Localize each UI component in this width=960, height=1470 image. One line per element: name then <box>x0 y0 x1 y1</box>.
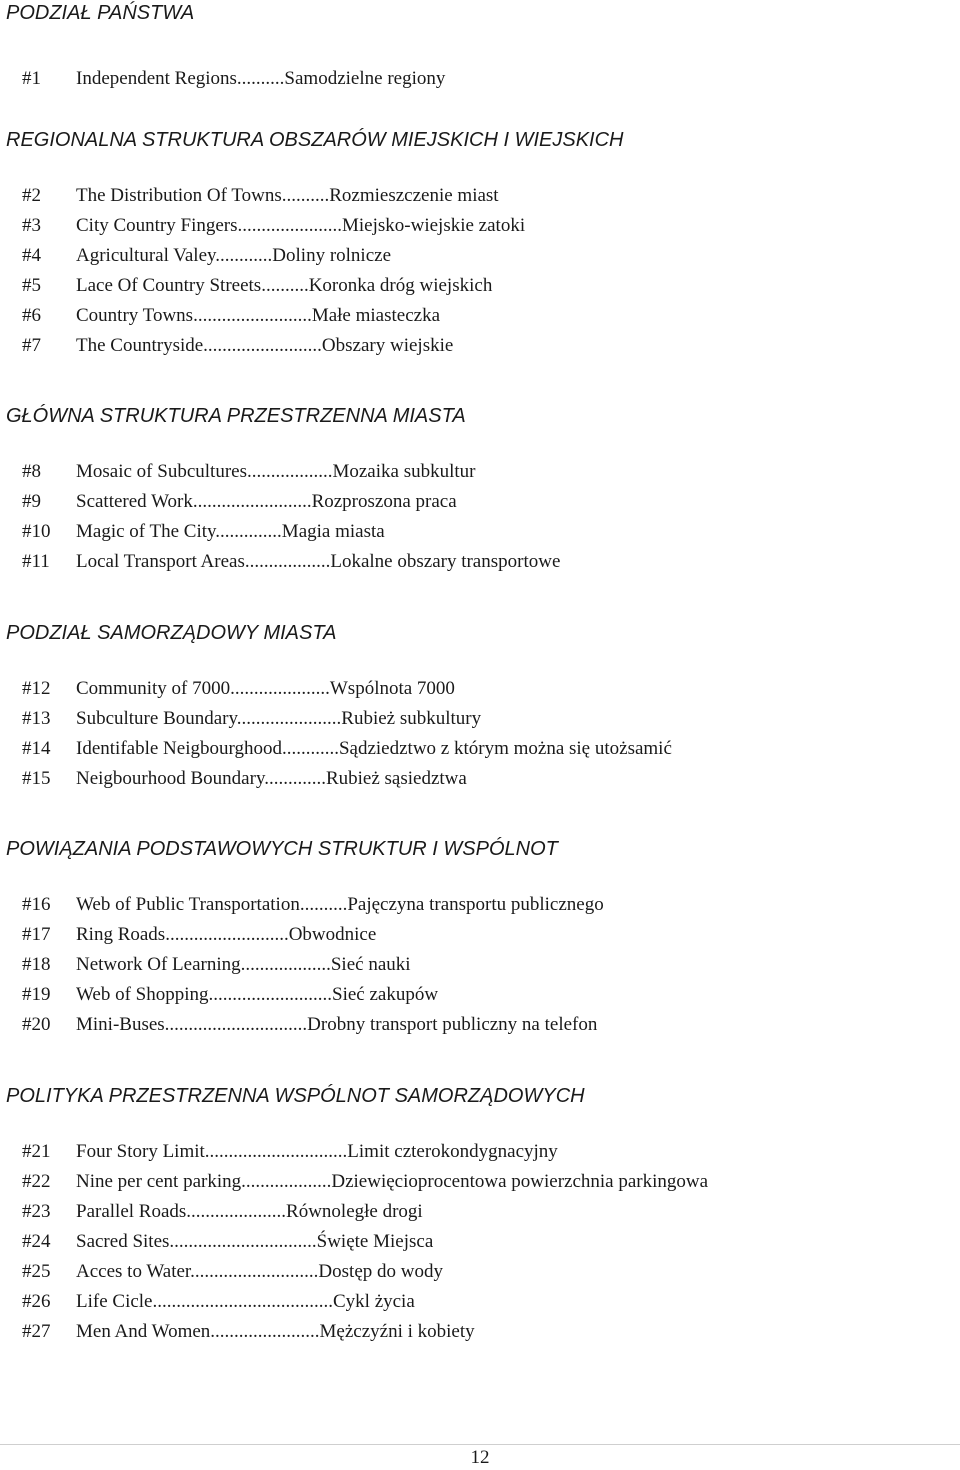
entry-number: #16 <box>22 894 51 915</box>
entry-list <box>0 64 960 94</box>
list-item <box>0 704 960 734</box>
entry-number: #17 <box>22 924 51 945</box>
entry-text: Acces to Water...........................Dostęp do wody <box>76 1261 443 1282</box>
entry-text: Identifable Neigbourghood............Sądziedztwo z którym można się utożsamić <box>76 738 672 759</box>
section-heading: POWIĄZANIA PODSTAWOWYCH STRUKTUR I WSPÓLNOT <box>6 838 558 860</box>
entry-text: Local Transport Areas..................Lokalne obszary transportowe <box>76 551 561 572</box>
entry-number: #6 <box>22 305 41 326</box>
list-item <box>0 211 960 241</box>
entry-text: Mosaic of Subcultures..................Mozaika subkultur <box>76 461 476 482</box>
entry-text: Agricultural Valey............Doliny rolnicze <box>76 245 392 266</box>
entry-text: Four Story Limit..............................Limit czterokondygnacyjny <box>76 1141 558 1162</box>
list-item <box>0 734 960 764</box>
entry-list <box>0 181 960 361</box>
list-item <box>0 1317 960 1347</box>
entry-text: Nine per cent parking...................Dziewięcioprocentowa powierzchnia parkingowa <box>76 1171 709 1192</box>
entry-number: #21 <box>22 1141 51 1162</box>
entry-text: Web of Public Transportation..........Pajęczyna transportu publicznego <box>76 894 604 915</box>
entry-number: #12 <box>22 678 51 699</box>
entry-text: Lace Of Country Streets..........Koronka dróg wiejskich <box>76 275 493 296</box>
entry-number: #10 <box>22 521 51 542</box>
entry-text: Independent Regions..........Samodzielne regiony <box>76 68 446 89</box>
list-item <box>0 1197 960 1227</box>
list-item <box>0 271 960 301</box>
list-item <box>0 950 960 980</box>
entry-number: #24 <box>22 1231 51 1252</box>
list-item <box>0 1167 960 1197</box>
entry-number: #20 <box>22 1014 51 1035</box>
section-podzial-samorzadowy <box>0 620 960 794</box>
list-item <box>0 1137 960 1167</box>
entry-number: #15 <box>22 768 51 789</box>
list-item <box>0 64 960 94</box>
list-item <box>0 457 960 487</box>
section-glowna-struktura <box>0 403 960 577</box>
section-heading: GŁÓWNA STRUKTURA PRZESTRZENNA MIASTA <box>6 405 466 427</box>
section-heading: PODZIAŁ PAŃSTWA <box>6 2 195 24</box>
footer-divider <box>0 1444 960 1445</box>
entry-text: Parallel Roads.....................Równoległe drogi <box>76 1201 423 1222</box>
list-item <box>0 920 960 950</box>
entry-number: #18 <box>22 954 51 975</box>
entry-number: #4 <box>22 245 41 266</box>
entry-list <box>0 890 960 1040</box>
entry-number: #25 <box>22 1261 51 1282</box>
entry-text: Neigbourhood Boundary.............Rubież sąsiedztwa <box>76 768 467 789</box>
entry-text: City Country Fingers......................Miejsko-wiejskie zatoki <box>76 215 526 236</box>
entry-number: #13 <box>22 708 51 729</box>
entry-text: Community of 7000.....................Wspólnota 7000 <box>76 678 455 699</box>
entry-number: #2 <box>22 185 41 206</box>
entry-number: #19 <box>22 984 51 1005</box>
entry-number: #7 <box>22 335 41 356</box>
entry-list <box>0 674 960 794</box>
section-heading: POLITYKA PRZESTRZENNA WSPÓLNOT SAMORZĄDOWYCH <box>6 1085 585 1107</box>
entry-text: Mini-Buses..............................Drobny transport publiczny na telefon <box>76 1014 598 1035</box>
entry-number: #3 <box>22 215 41 236</box>
entry-text: The Countryside.........................Obszary wiejskie <box>76 335 454 356</box>
entry-number: #11 <box>22 551 50 572</box>
entry-number: #23 <box>22 1201 51 1222</box>
entry-number: #8 <box>22 461 41 482</box>
entry-number: #1 <box>22 68 41 89</box>
section-powiazania <box>0 836 960 1040</box>
entry-text: The Distribution Of Towns..........Rozmieszczenie miast <box>76 185 499 206</box>
entry-number: #9 <box>22 491 41 512</box>
entry-text: Network Of Learning...................Sieć nauki <box>76 954 411 975</box>
entry-text: Magic of The City..............Magia miasta <box>76 521 385 542</box>
entry-number: #5 <box>22 275 41 296</box>
section-podzial-panstwa <box>0 0 960 94</box>
entry-number: #22 <box>22 1171 51 1192</box>
entry-text: Subculture Boundary......................Rubież subkultury <box>76 708 482 729</box>
list-item <box>0 890 960 920</box>
entry-text: Country Towns.........................Małe miasteczka <box>76 305 441 326</box>
entry-number: #27 <box>22 1321 51 1342</box>
entry-text: Scattered Work.........................Rozproszona praca <box>76 491 457 512</box>
list-item <box>0 1287 960 1317</box>
list-item <box>0 1010 960 1040</box>
entry-list <box>0 1137 960 1347</box>
list-item <box>0 487 960 517</box>
section-heading: PODZIAŁ SAMORZĄDOWY MIASTA <box>6 622 337 644</box>
entry-number: #26 <box>22 1291 51 1312</box>
list-item <box>0 1227 960 1257</box>
list-item <box>0 181 960 211</box>
list-item <box>0 517 960 547</box>
list-item <box>0 1257 960 1287</box>
entry-text: Ring Roads..........................Obwodnice <box>76 924 377 945</box>
list-item <box>0 980 960 1010</box>
section-polityka-przestrzenna <box>0 1083 960 1347</box>
entry-number: #14 <box>22 738 51 759</box>
list-item <box>0 547 960 577</box>
section-heading: REGIONALNA STRUKTURA OBSZARÓW MIEJSKICH I WIEJSKICH <box>6 129 624 151</box>
entry-text: Web of Shopping..........................Sieć zakupów <box>76 984 439 1005</box>
entry-list <box>0 457 960 577</box>
list-item <box>0 674 960 704</box>
list-item <box>0 241 960 271</box>
list-item <box>0 301 960 331</box>
list-item <box>0 331 960 361</box>
entry-text: Men And Women.......................Mężczyźni i kobiety <box>76 1321 475 1342</box>
page-number: 12 <box>470 1447 490 1468</box>
entry-text: Sacred Sites...............................Święte Miejsca <box>76 1231 434 1252</box>
list-item <box>0 764 960 794</box>
section-regionalna-struktura <box>0 127 960 361</box>
entry-text: Life Cicle......................................Cykl życia <box>76 1291 415 1312</box>
